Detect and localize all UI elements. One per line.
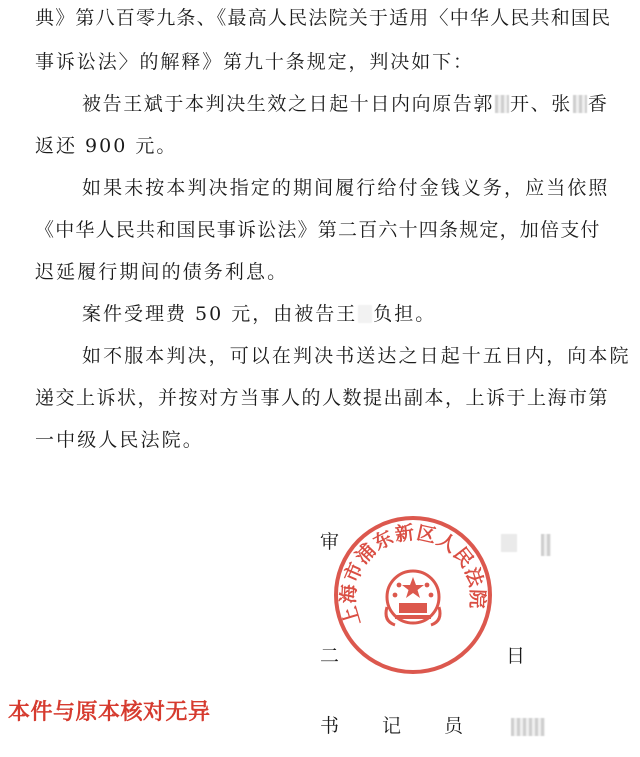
svg-text:上海市浦东新区人民法院: 上海市浦东新区人民法院: [337, 521, 489, 629]
paragraph-3-line-1: 如果未按本判决指定的期间履行给付金钱义务，应当依照: [82, 177, 610, 199]
redacted-name: [495, 95, 509, 113]
judge-label: 审: [320, 531, 340, 553]
paragraph-3-line-2: 《中华人民共和国民事诉讼法》第二百六十四条规定，加倍支付: [35, 219, 601, 241]
clerk-label-3: 员: [444, 715, 464, 737]
paragraph-2-text-a: 被告王斌于本判决生效之日起十日内向原告郭: [82, 93, 495, 115]
paragraph-1-line-2: 事诉讼法〉的解释》第九十条规定，判决如下：: [35, 51, 474, 73]
court-seal-icon: [333, 515, 493, 675]
clerk-label-1: 书: [320, 715, 340, 737]
paragraph-5-line-3: 一中级人民法院。: [35, 429, 204, 451]
paragraph-4-line-1: [82, 302, 436, 326]
paragraph-2-text-c: 香: [587, 93, 609, 115]
date-prefix: 二: [320, 645, 340, 667]
paragraph-4-text-b: 负担。: [373, 303, 437, 325]
paragraph-2-text-b: 开、张: [510, 93, 572, 115]
paragraph-4-text-a: 案件受理费 50 元，由被告王: [82, 303, 358, 325]
paragraph-2-line-2: 返还 900 元。: [35, 135, 178, 157]
redacted-name: [573, 95, 587, 113]
paragraph-1-line-1: 典》第八百零九条、《最高人民法院关于适用〈中华人民共和国民: [35, 7, 612, 29]
redacted-name: [358, 305, 372, 323]
paragraph-3-line-3: 迟延履行期间的债务利息。: [35, 261, 289, 283]
paragraph-5-line-2: 递交上诉状，并按对方当事人的人数提出副本，上诉于上海市第: [35, 387, 610, 409]
redacted-name: [511, 718, 545, 736]
paragraph-5-line-1: 如不服本判决，可以在判决书送达之日起十五日内，向本院: [82, 345, 631, 367]
paragraph-2-line-1: [82, 92, 608, 116]
clerk-label-2: 记: [382, 715, 402, 737]
date-suffix: 日: [506, 645, 526, 667]
certified-copy-stamp: 本件与原本核对无异: [8, 700, 211, 725]
redacted-name: [541, 534, 551, 556]
redacted-name: [501, 534, 517, 552]
